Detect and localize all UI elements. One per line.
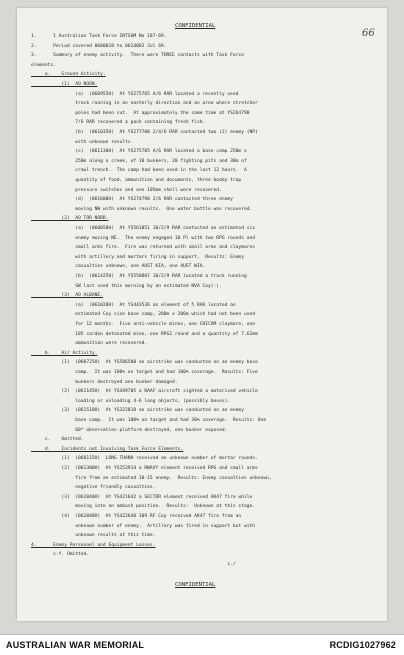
document-line: moving into an ambush position. Results: Unknown at this stage. <box>31 504 256 510</box>
document-line: crawl trench. The camp had been used in the last 12 hours. A <box>31 168 247 174</box>
document-line: d. Incidents not Involving Task Force Elements. <box>31 446 184 452</box>
document-line: base camp. It was 100% on target and had 30% coverage. Results: One <box>31 418 267 423</box>
document-line: 2. Period covered 0600018 to 0624002 Jul 69. <box>31 43 167 49</box>
document-line: 250m along a creek, of 10 bunkers, 20 fighting pits and 30m of <box>31 158 247 164</box>
document-line: (a) (060050H) At YS561851 10/2/9 RAR contacted an estimated six <box>31 226 256 231</box>
document-line: (1) AO NOON. <box>31 82 98 87</box>
document-line: quantity of food, ammunition and documents, three booby trap <box>31 178 242 183</box>
footer-reference: RCDIG1027962 <box>329 640 396 650</box>
document-line: bunkers destroyed one bunker damaged. <box>31 379 178 385</box>
document-page <box>17 8 387 621</box>
document-line: small arms fire. Fire was returned with small arms and claymores <box>31 245 256 251</box>
document-line: b. Air Activity. <box>31 350 98 356</box>
classification-top: CONFIDENTIAL <box>175 23 216 29</box>
document-line: fire from an estimated 10-15 enemy. Results: Enemy casualties unknown, <box>31 475 272 481</box>
document-line: (4) (062040H) At YS422640 109 RF Coy received AK47 fire from an <box>31 514 242 519</box>
document-line: negative friendly casualties. <box>31 485 156 491</box>
document-line: for 12 months. Five anti-vehicle mines, one CHICOM claymore, one <box>31 322 256 327</box>
document-line: poles had been cut. At approximately the same time at YS264798 <box>31 110 250 116</box>
document-line: 7/6 RAR recovered a pack containing fresh fish. <box>31 120 206 126</box>
document-line: (a) (060955H) At YS275765 A/6 RAR located a recently used <box>31 91 239 97</box>
document-line: track running in an easterly direction and an area where stretcher <box>31 101 258 107</box>
document-line: unknown number of enemy. Artillery was fired in support but with <box>31 523 256 529</box>
document-line: ammunition were recovered. <box>31 341 148 347</box>
archive-footer <box>0 634 404 655</box>
handwritten-page-number: 66 <box>362 28 375 39</box>
document-line: estimated Coy size base camp, 200m x 200m which had not been used <box>31 312 256 318</box>
document-line: pressure switches and one 105mm shell were recovered. <box>31 187 222 193</box>
document-line: (3) (062040H) At YS421642 a SECTOR element received AK47 fire while <box>31 494 253 500</box>
classification-bottom: CONFIDENTIAL <box>175 582 216 588</box>
document-line: 1. 1 Australian Task Force INTSUM No 187-69. <box>31 34 167 39</box>
document-line: c-f. Omitted. <box>31 552 90 558</box>
footer-source: AUSTRALIAN WAR MEMORIAL <box>6 640 145 650</box>
document-line: 3. Summary of enemy activity. There were THREE contacts with Task Force <box>31 53 244 59</box>
document-line: 105 cordon detonated mine, one RPG2 round and a quantity of 7.62mm <box>31 331 258 337</box>
document-line: (a) (061020H) At YS443536 an element of 5 RAR located an <box>31 302 236 308</box>
document-line: casualties unknown, one AUST KIA, one AUST WIA. <box>31 264 206 270</box>
document-line: moving NW with unknown results. One water bottle was recovered. <box>31 206 253 212</box>
document-line: 60* observation platform destroyed, one bunker exposed. <box>31 427 228 433</box>
document-line: 4. Enemy Personnel and Equipment Losses. <box>31 542 156 548</box>
document-line: c. Omitted. <box>31 437 84 443</box>
document-line: (2) (061145H) At YS449705 a RAAF aircraft sighted a motorised vehicle <box>31 389 258 395</box>
document-line: (1) (060115H) LONG THANH received an unknown number of mortar rounds. <box>31 456 258 462</box>
document-line: (2) (061300H) At YS253914 a RNAVY element received RPG and small arms <box>31 466 258 471</box>
document-line: (3) (061510H) At YS322810 an airstrike was conducted on an enemy <box>31 408 244 414</box>
document-line: SW last used this morning by an estimated NVA Coy(-). <box>31 283 222 289</box>
document-line: unknown results at this time. <box>31 533 156 539</box>
document-line: loading or unloading 4-6 long objects, (possibly boxes). <box>31 398 231 404</box>
document-line: (b) (061425H) At YS558807 10/2/9 RAR located a track running <box>31 274 247 279</box>
document-line: camp. It was 100% on target and had 100% coverage. Results: Five <box>31 370 258 375</box>
document-line: (c) (061130H) At YS275705 A/6 RAR located a base camp 250m x <box>31 149 247 155</box>
document-line: (2) AO TOR NORD. <box>31 216 109 222</box>
document-line: elements. <box>31 62 56 68</box>
document-line: enemy moving NE. The enemy engaged 10 Pl with two RPG rounds and <box>31 235 256 241</box>
document-line: a. Ground Activity. <box>31 72 106 78</box>
document-line: with artillery and mortars firing in support. Results: Enemy <box>31 254 244 260</box>
document-line: (d) (061600H) At YS274790 2/6 RAR contacted three enemy <box>31 197 233 203</box>
document-line: (3) AO ALBANE. <box>31 293 103 299</box>
document-line: (1) (060725H) At YS586500 an airstrike was conducted on an enemy base <box>31 360 258 366</box>
document-line: (b) (061035H) At YS277700 2/4/6 RAR contacted two (2) enemy (NP) <box>31 130 258 135</box>
document-line: c./ <box>31 562 236 567</box>
document-line: with unknown results. <box>31 139 134 145</box>
